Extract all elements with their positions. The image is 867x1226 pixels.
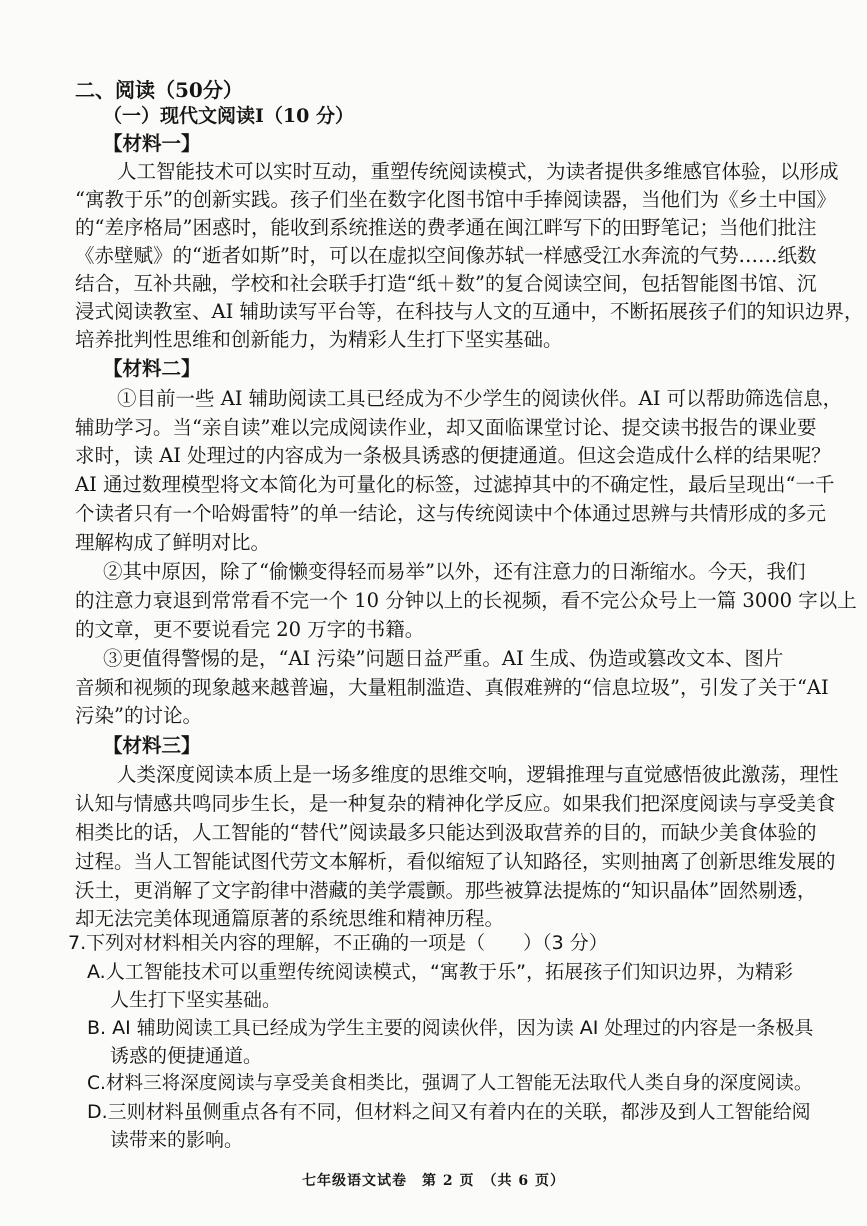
material-one-line: 《赤壁赋》的“逝者如斯”时，可以在虚拟空间像苏轼一样感受江水奔流的气势……纸数 [75, 244, 817, 267]
material-three-line: 却无法完美体现通篇原著的系统思维和精神历程。 [75, 907, 505, 930]
material-two-line: 的注意力衰退到常常看不完一个 10 分钟以上的长视频，看不完公众号上一篇 3000 字以上 [75, 589, 857, 612]
material-two-line: AI 通过数理模型将文本简化为可量化的标签，过滤掉其中的不确定性，最后呈现出“一千 [75, 473, 835, 496]
question-option-a: A.人工智能技术可以重塑传统阅读模式，“寓教于乐”，拓展孩子们知识边界，为精彩 [87, 961, 793, 983]
material-one-line: 的“差序格局”困惑时，能收到系统推送的费孝通在闽江畔写下的田野笔记；当他们批注 [75, 216, 817, 239]
material-two-line: 的文章，更不要说看完 20 万字的书籍。 [75, 618, 425, 641]
material-one-line: 结合，互补共融，学校和社会联手打造“纸＋数”的复合阅读空间，包括智能图书馆、沉 [75, 272, 817, 295]
section-title: 二、阅读（50分） [75, 78, 243, 102]
material-two-line: ③更值得警惕的是，“AI 污染”问题日益严重。AI 生成、伪造或篡改文本、图片 [103, 647, 784, 670]
material-three-line: 沃土，更消解了文字韵律中潜藏的美学震颤。那些被算法提炼的“知识晶体”固然剔透， [75, 879, 817, 902]
material-two-line: 求时，读 AI 处理过的内容成为一条极具诱惑的便捷通道。但这会造成什么样的结果呢？ [75, 444, 831, 467]
material-three-line: 过程。当人工智能试图代劳文本解析，看似缩短了认知路径，实则抽离了创新思维发展的 [75, 850, 836, 873]
material-two-line: 个读者只有一个哈姆雷特”的单一结论，这与传统阅读中个体通过思辨与共情形成的多元 [75, 502, 826, 525]
material-three-line: 人类深度阅读本质上是一场多维度的思维交响，逻辑推理与直觉感悟彼此激荡，理性 [117, 763, 839, 786]
material-three-line: 认知与情感共鸣同步生长，是一种复杂的精神化学反应。如果我们把深度阅读与享受美食 [75, 792, 836, 815]
material-three-label: 【材料三】 [103, 734, 201, 757]
question-option-c: C.材料三将深度阅读与享受美食相类比，强调了人工智能无法取代人类自身的深度阅读。 [87, 1073, 813, 1094]
question-option-d-cont: 读带来的影响。 [110, 1129, 244, 1151]
material-two-line: 辅助学习。当“亲自读”难以完成阅读作业，却又面临课堂讨论、提交读书报告的课业要 [75, 416, 817, 439]
material-one-line: “寓教于乐”的创新实践。孩子们坐在数字化图书馆中手捧阅读器，当他们为《乡土中国》 [75, 188, 836, 211]
page-footer: 七年级语文试卷 第 2 页 （共 6 页） [302, 1173, 565, 1189]
section-subtitle: （一）现代文阅读I（10 分） [103, 105, 354, 127]
material-one-line: 浸式阅读教室、AI 辅助读写平台等，在科技与人文的互通中，不断拓展孩子们的知识边界， [75, 300, 864, 323]
material-two-line: 污染”的讨论。 [75, 704, 202, 727]
material-one-line: 人工智能技术可以实时互动，重塑传统阅读模式，为读者提供多维感官体验，以形成 [117, 160, 839, 183]
question-option-d: D.三则材料虽侧重点各有不同，但材料之间又有着内在的关联，都涉及到人工智能给阅 [87, 1101, 811, 1123]
material-one-label: 【材料一】 [103, 132, 201, 155]
material-one-line: 培养批判性思维和创新能力，为精彩人生打下坚实基础。 [75, 328, 563, 351]
question-option-b-cont: 诱惑的便捷通道。 [110, 1045, 263, 1067]
material-two-line: 音频和视频的现象越来越普遍，大量粗制滥造、真假难辨的“信息垃圾”，引发了关于“AI [75, 676, 829, 699]
material-three-line: 相类比的话，人工智能的“替代”阅读最多只能达到汲取营养的目的，而缺少美食体验的 [75, 821, 817, 844]
question-option-a-cont: 人生打下坚实基础。 [110, 989, 282, 1011]
material-two-line: ②其中原因，除了“偷懒变得轻而易举”以外，还有注意力的日渐缩水。今天，我们 [103, 560, 806, 583]
material-two-label: 【材料二】 [103, 357, 201, 380]
question-stem: 7.下列对材料相关内容的理解，不正确的一项是（ ）（3 分） [68, 932, 608, 954]
material-two-line: ①目前一些 AI 辅助阅读工具已经成为不少学生的阅读伙伴。AI 可以帮助筛选信息， [117, 387, 843, 410]
question-option-b: B. AI 辅助阅读工具已经成为学生主要的阅读伙伴，因为读 AI 处理过的内容是一条极具 [87, 1017, 814, 1039]
material-two-line: 理解构成了鲜明对比。 [75, 531, 271, 554]
